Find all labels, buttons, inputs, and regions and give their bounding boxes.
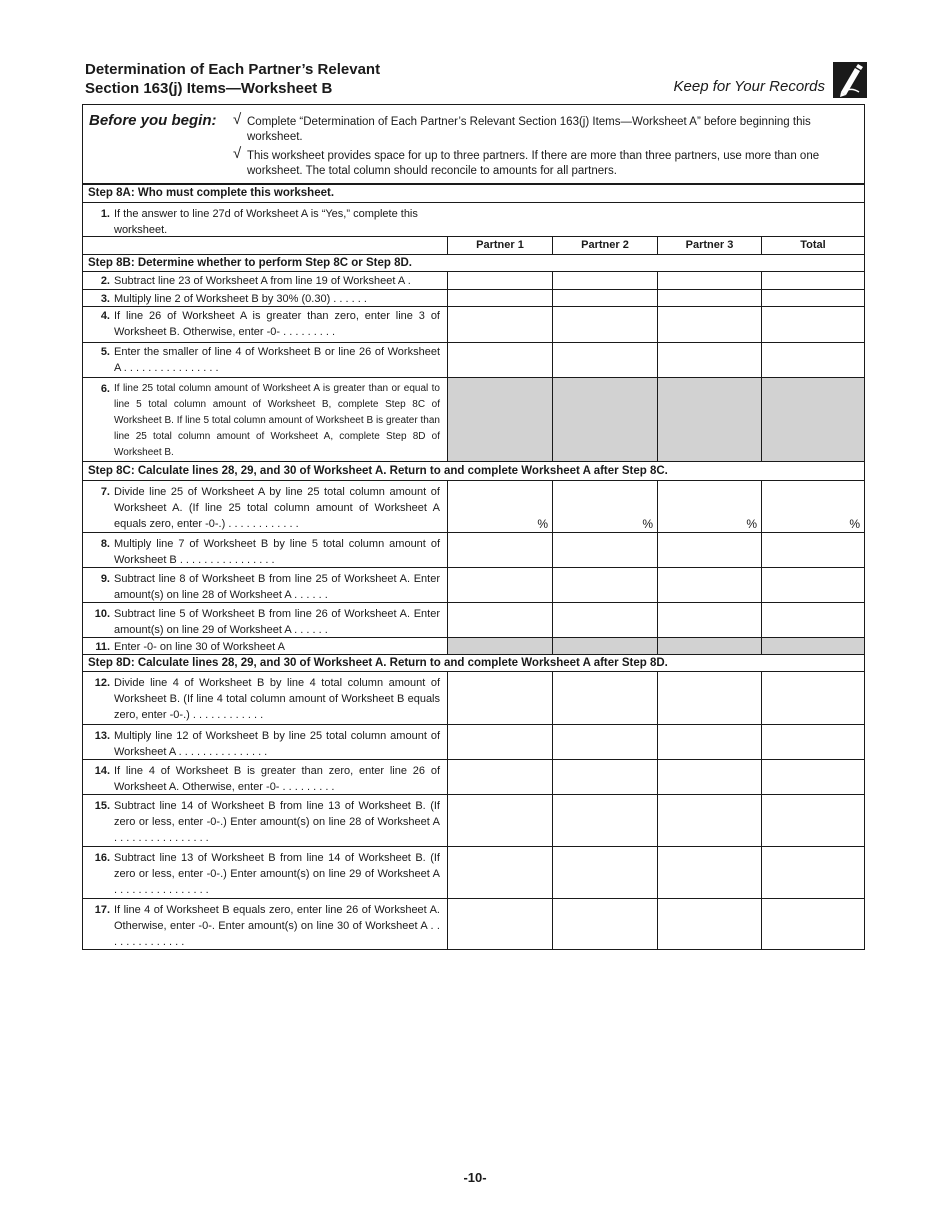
- shaded-cell: [761, 638, 864, 654]
- total-input[interactable]: [761, 795, 864, 846]
- line-number: 15.: [94, 800, 110, 812]
- line-row-16: [83, 847, 864, 899]
- page-number: -10-: [463, 1170, 487, 1185]
- line-number: 9.: [100, 573, 110, 585]
- line-number: 14.: [94, 765, 110, 777]
- line-description: If line 4 of Worksheet B is greater than zero, enter line 26 of Worksheet A. Otherwise, enter -0- . . . . . . . . .: [114, 765, 440, 793]
- total-input[interactable]: [761, 307, 864, 342]
- line-description: Multiply line 2 of Worksheet B by 30% (0.30) . . . . . .: [114, 293, 367, 305]
- total-input[interactable]: [761, 343, 864, 377]
- line-number: 1.: [100, 208, 110, 220]
- percent-sign: %: [849, 517, 860, 531]
- partner-3-input[interactable]: [657, 847, 761, 898]
- partner-2-input[interactable]: [552, 290, 657, 306]
- partner-3-input[interactable]: [657, 307, 761, 342]
- partner-1-input[interactable]: [447, 307, 552, 342]
- shaded-cell: [447, 378, 552, 461]
- total-input[interactable]: [761, 603, 864, 637]
- partner-2-input[interactable]: [552, 307, 657, 342]
- partner-2-input[interactable]: [552, 795, 657, 846]
- line-description: If the answer to line 27d of Worksheet A is “Yes,” complete this worksheet.: [114, 208, 418, 236]
- partner-1-input[interactable]: [447, 272, 552, 289]
- total-input[interactable]: [761, 760, 864, 794]
- total-input[interactable]: [761, 847, 864, 898]
- partner-2-input[interactable]: [552, 899, 657, 949]
- shaded-cell: [657, 378, 761, 461]
- partner-2-input[interactable]: [552, 603, 657, 637]
- partner-3-input[interactable]: [657, 672, 761, 724]
- line-description: Subtract line 14 of Worksheet B from line 13 of Worksheet B. (If zero or less, enter -0-.) Enter amount(s) on line 28 of Worksheet A . . . . . . . . . . . . . . . .: [114, 800, 440, 844]
- column-header-partner-3: Partner 3: [657, 237, 761, 254]
- line-row-11: [83, 638, 864, 655]
- partner-2-input[interactable]: [552, 760, 657, 794]
- line-number: 5.: [100, 346, 110, 358]
- partner-2-input[interactable]: [552, 533, 657, 567]
- column-header-partner-2: Partner 2: [552, 237, 657, 254]
- before-you-begin-label: Before you begin:: [89, 112, 217, 129]
- line-row-15: [83, 795, 864, 847]
- line-description: If line 25 total column amount of Worksheet A is greater than or equal to line 5 total column amount of Worksheet B, complete Step 8C of Worksheet B. If line 5 total column amount of Worksheet B is greater than line 25 total column amount of Worksheet A, complete Step 8D of Worksheet B.: [114, 383, 440, 458]
- worksheet-title-line1: Determination of Each Partner’s Relevant: [85, 61, 381, 78]
- line-row-1: [83, 203, 864, 237]
- line-description: Subtract line 8 of Worksheet B from line 25 of Worksheet A. Enter amount(s) on line 28 of Worksheet A . . . . . .: [114, 573, 440, 601]
- line-number: 2.: [100, 275, 110, 287]
- line-description: Subtract line 23 of Worksheet A from line 19 of Worksheet A .: [114, 275, 411, 287]
- partner-3-input[interactable]: [657, 343, 761, 377]
- partner-2-input[interactable]: [552, 725, 657, 759]
- percent-sign: %: [642, 517, 653, 531]
- checkmark-icon: √: [233, 111, 242, 128]
- line-number: 16.: [94, 852, 110, 864]
- total-input[interactable]: [761, 899, 864, 949]
- partner-3-input[interactable]: [657, 725, 761, 759]
- total-input[interactable]: [761, 533, 864, 567]
- step-title: Step 8A: Who must complete this worksheet.: [88, 187, 335, 199]
- partner-3-input[interactable]: [657, 899, 761, 949]
- total-input[interactable]: [761, 725, 864, 759]
- column-header-row: [83, 237, 864, 255]
- partner-3-input[interactable]: [657, 533, 761, 567]
- line-row-13: [83, 725, 864, 760]
- partner-1-input[interactable]: [447, 847, 552, 898]
- partner-1-input[interactable]: [447, 725, 552, 759]
- partner-3-input[interactable]: [657, 568, 761, 602]
- line-row-14: [83, 760, 864, 795]
- line-number: 4.: [100, 310, 110, 322]
- total-input[interactable]: [761, 672, 864, 724]
- line-number: 10.: [94, 608, 110, 620]
- line-row-3: [83, 290, 864, 307]
- pencil-icon: [833, 62, 867, 98]
- shaded-cell: [552, 378, 657, 461]
- line-number: 13.: [94, 730, 110, 742]
- partner-2-input[interactable]: [552, 343, 657, 377]
- checkmark-icon: √: [233, 145, 242, 162]
- partner-1-input[interactable]: [447, 290, 552, 306]
- instruction-text: This worksheet provides space for up to three partners. If there are more than three partners, use more than one worksheet. The total column should reconcile to amounts for all partners.: [247, 150, 820, 177]
- step-8c-header: [83, 462, 864, 481]
- worksheet-table: [82, 184, 865, 950]
- line-row-12: [83, 672, 864, 725]
- step-8a-header: [83, 185, 864, 203]
- partner-1-input[interactable]: [447, 481, 552, 532]
- line-description: Enter -0- on line 30 of Worksheet A: [114, 641, 285, 653]
- line-row-4: [83, 307, 864, 343]
- line-row-8: [83, 533, 864, 568]
- partner-3-input[interactable]: [657, 795, 761, 846]
- instruction-item: [233, 111, 853, 145]
- partner-2-input[interactable]: [552, 847, 657, 898]
- shaded-cell: [657, 638, 761, 654]
- line-row-7: [83, 481, 864, 533]
- worksheet-title-line2: Section 163(j) Items—Worksheet B: [85, 80, 333, 97]
- step-8b-header: [83, 255, 864, 272]
- partner-1-input[interactable]: [447, 672, 552, 724]
- column-header-partner-1: Partner 1: [447, 237, 552, 254]
- partner-1-input[interactable]: [447, 568, 552, 602]
- before-you-begin-box: [82, 104, 865, 184]
- line-row-9: [83, 568, 864, 603]
- partner-1-input[interactable]: [447, 795, 552, 846]
- line-number: 17.: [94, 904, 110, 916]
- line-description: If line 26 of Worksheet A is greater than zero, enter line 3 of Worksheet B. Otherwise, enter -0- . . . . . . . . .: [114, 310, 440, 338]
- partner-2-input[interactable]: [552, 481, 657, 532]
- partner-1-input[interactable]: [447, 899, 552, 949]
- line-row-17: [83, 899, 864, 949]
- partner-3-input[interactable]: [657, 603, 761, 637]
- partner-3-input[interactable]: [657, 481, 761, 532]
- line-description: Subtract line 5 of Worksheet B from line 26 of Worksheet A. Enter amount(s) on line 29 of Worksheet A . . . . . .: [114, 608, 440, 636]
- step-title: Step 8B: Determine whether to perform Step 8C or Step 8D.: [88, 257, 412, 269]
- column-header-total: Total: [761, 237, 864, 254]
- line-row-6: [83, 378, 864, 462]
- line-description: Multiply line 12 of Worksheet B by line 25 total column amount of Worksheet A . . . . . . . . . . . . . . .: [114, 730, 440, 758]
- shaded-cell: [761, 378, 864, 461]
- partner-1-input[interactable]: [447, 343, 552, 377]
- line-row-5: [83, 343, 864, 378]
- line-number: 7.: [100, 486, 110, 498]
- line-number: 3.: [100, 293, 110, 305]
- partner-1-input[interactable]: [447, 760, 552, 794]
- partner-3-input[interactable]: [657, 760, 761, 794]
- step-title: Step 8D: Calculate lines 28, 29, and 30 of Worksheet A. Return to and complete Worksheet A after Step 8D.: [88, 657, 668, 669]
- line-description: Divide line 25 of Worksheet A by line 25 total column amount of Worksheet A. (If line 25 total column amount of Worksheet A equals zero, enter -0-.) . . . . . . . . . . . .: [114, 486, 440, 530]
- instruction-item: [233, 145, 853, 179]
- total-input[interactable]: [761, 481, 864, 532]
- percent-sign: %: [746, 517, 757, 531]
- line-row-2: [83, 272, 864, 290]
- line-description: Divide line 4 of Worksheet B by line 4 total column amount of Worksheet B. (If line 4 total column amount of Worksheet B equals zero, enter -0-.) . . . . . . . . . . . .: [114, 677, 440, 721]
- line-description: Enter the smaller of line 4 of Worksheet B or line 26 of Worksheet A . . . . . . . . . . . . . . . .: [114, 346, 440, 374]
- worksheet-header: [85, 60, 867, 100]
- partner-3-input[interactable]: [657, 272, 761, 289]
- line-description: If line 4 of Worksheet B equals zero, enter line 26 of Worksheet A. Otherwise, enter -0-. Enter amount(s) on line 30 of Worksheet A . . . . . . . . . . . . . .: [114, 904, 440, 948]
- shaded-cell: [552, 638, 657, 654]
- partner-2-input[interactable]: [552, 568, 657, 602]
- partner-3-input[interactable]: [657, 290, 761, 306]
- partner-2-input[interactable]: [552, 272, 657, 289]
- partner-1-input[interactable]: [447, 603, 552, 637]
- keep-records-label: Keep for Your Records: [673, 78, 825, 95]
- line-number: 11.: [95, 641, 110, 653]
- partner-2-input[interactable]: [552, 672, 657, 724]
- line-number: 8.: [100, 538, 110, 550]
- step-8d-header: [83, 655, 864, 672]
- shaded-cell: [447, 638, 552, 654]
- partner-1-input[interactable]: [447, 533, 552, 567]
- instruction-text: Complete “Determination of Each Partner’s Relevant Section 163(j) Items—Worksheet A” before beginning this worksheet.: [247, 116, 811, 143]
- line-number: 6.: [100, 383, 110, 395]
- total-input[interactable]: [761, 290, 864, 306]
- line-description: Multiply line 7 of Worksheet B by line 5 total column amount of Worksheet B . . . . . . . . . . . . . . . .: [114, 538, 440, 566]
- line-number: 12.: [94, 677, 110, 689]
- line-row-10: [83, 603, 864, 638]
- percent-sign: %: [537, 517, 548, 531]
- total-input[interactable]: [761, 272, 864, 289]
- line-description: Subtract line 13 of Worksheet B from line 14 of Worksheet B. (If zero or less, enter -0-.) Enter amount(s) on line 29 of Worksheet A . . . . . . . . . . . . . . . .: [114, 852, 440, 896]
- total-input[interactable]: [761, 568, 864, 602]
- step-title: Step 8C: Calculate lines 28, 29, and 30 of Worksheet A. Return to and complete Worksheet A after Step 8C.: [88, 465, 668, 477]
